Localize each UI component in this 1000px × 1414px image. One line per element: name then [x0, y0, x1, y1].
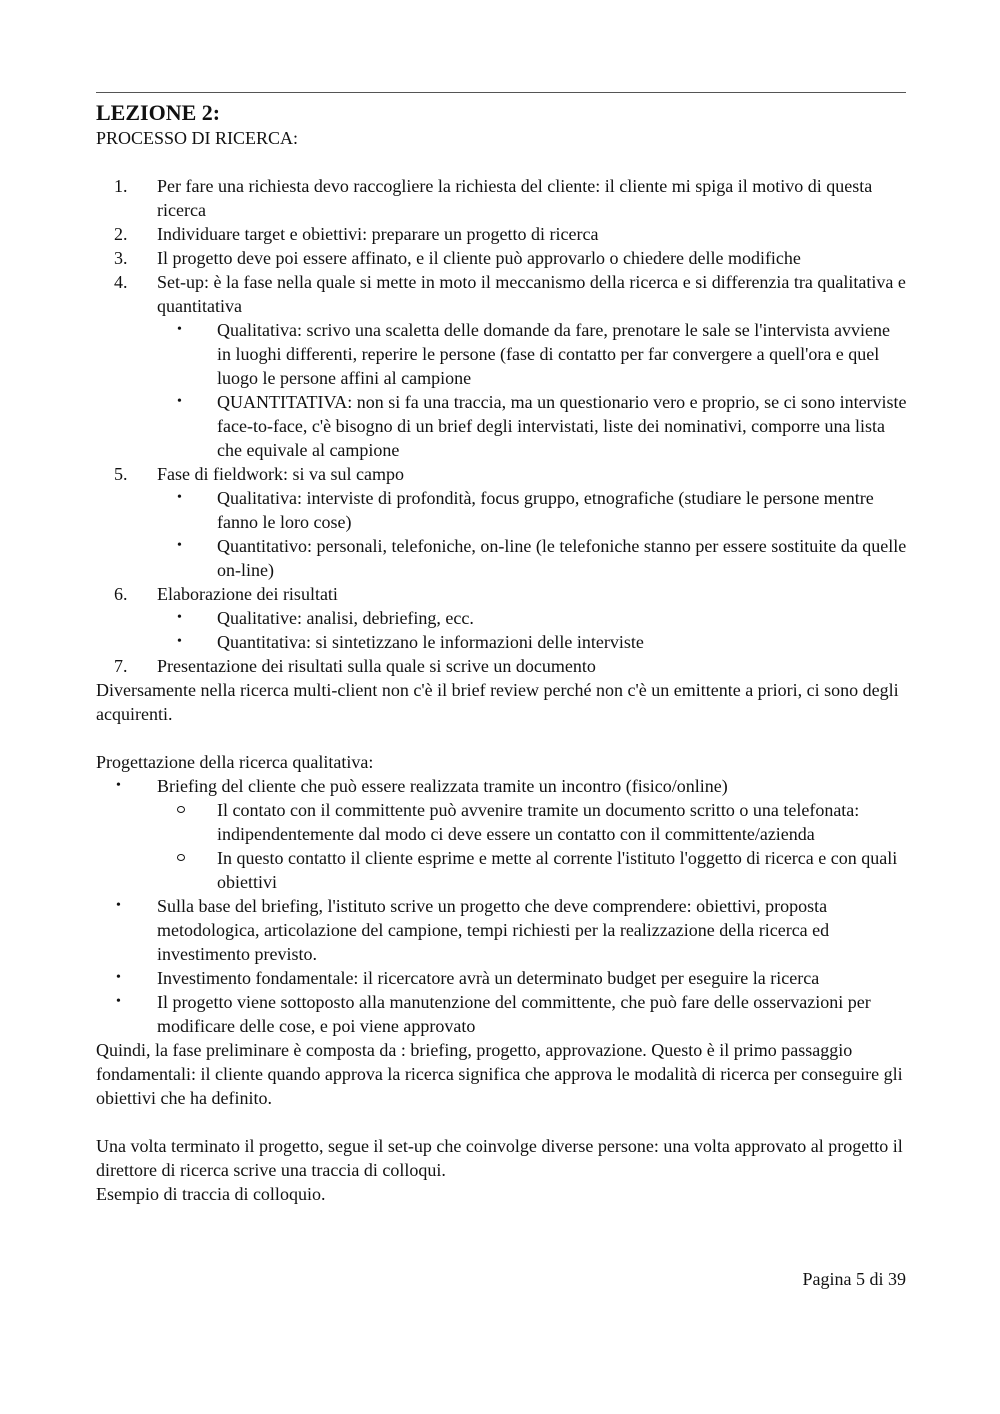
circle-bullet-icon	[177, 806, 185, 813]
setup-paragraph: Una volta terminato il progetto, segue il set-up che coinvolge diverse persone: una volta approvato al progetto il direttore di ricerca scrive una traccia di colloqui.	[96, 1136, 903, 1180]
step-number: 4.	[114, 272, 128, 292]
spacer	[96, 726, 908, 750]
step-number: 2.	[114, 224, 128, 244]
sub-item	[157, 798, 908, 846]
bullet-icon: •	[177, 490, 182, 505]
qualitative-heading: Progettazione della ricerca qualitativa:	[96, 752, 374, 772]
sub-item	[157, 630, 908, 654]
sub-item-text: Qualitative: analisi, debriefing, ecc.	[217, 608, 474, 628]
bullet-text: Il progetto viene sottoposto alla manutenzione del committente, che può fare delle osservazioni per modificare delle cose, e poi viene approvato	[157, 992, 871, 1036]
sub-item-text: Il contato con il committente può avvenire tramite un documento scritto o una telefonata: indipendentemente dal modo ci deve essere un contatto con il committente/azienda	[217, 800, 860, 844]
lesson-title: LEZIONE 2:	[96, 100, 221, 125]
qualitative-bullet	[96, 894, 908, 966]
qualitative-bullet	[96, 990, 908, 1038]
step-text: Fase di fieldwork: si va sul campo	[157, 464, 404, 484]
spacer	[96, 150, 908, 174]
step-text: Set-up: è la fase nella quale si mette in moto il meccanismo della ricerca e si differenzia tra qualitativa e quantitativa	[157, 272, 906, 316]
sub-item	[157, 606, 908, 630]
step-text: Il progetto deve poi essere affinato, e il cliente può approvarlo o chiedere delle modifiche	[157, 248, 801, 268]
bullet-sublist	[157, 798, 908, 894]
process-step	[96, 174, 908, 222]
sub-item	[157, 846, 908, 894]
step-text: Elaborazione dei risultati	[157, 584, 338, 604]
step-text: Presentazione dei risultati sulla quale si scrive un documento	[157, 656, 596, 676]
sub-item-text: Qualitativa: interviste di profondità, focus gruppo, etnografiche (studiare le persone mentre fanno le loro cose)	[217, 488, 874, 532]
process-steps-list	[96, 174, 908, 678]
step-number: 5.	[114, 464, 128, 484]
qualitative-bullet	[96, 966, 908, 990]
process-heading: PROCESSO DI RICERCA:	[96, 128, 299, 148]
sub-item-text: QUANTITATIVA: non si fa una traccia, ma un questionario vero e proprio, se ci sono interviste face-to-face, c'è bisogno di un brief degli intervistati, liste dei nominativi, comporre una lista che equivale al campione	[217, 392, 907, 460]
bullet-icon: •	[116, 778, 121, 793]
bullet-text: Sulla base del briefing, l'istituto scrive un progetto che deve comprendere: obiettivi, proposta metodologica, articolazione del campione, tempi richiesti per la realizzazione della ricerca ed investimento previsto.	[157, 896, 830, 964]
sub-item-text: Quantitativa: si sintetizzano le informazioni delle interviste	[217, 632, 644, 652]
page-number-footer: Pagina 5 di 39	[802, 1269, 906, 1289]
step-sublist	[157, 318, 908, 462]
sub-item	[157, 318, 908, 390]
sub-item	[157, 486, 908, 534]
bullet-icon: •	[116, 970, 121, 985]
sub-item-text: In questo contatto il cliente esprime e mette al corrente l'istituto l'oggetto di ricerca e con quali obiettivi	[217, 848, 898, 892]
sub-item	[157, 390, 908, 462]
bullet-icon: •	[177, 610, 182, 625]
bullet-text: Briefing del cliente che può essere realizzata tramite un incontro (fisico/online)	[157, 776, 728, 796]
process-step	[96, 654, 908, 678]
process-step	[96, 582, 908, 654]
bullet-icon: •	[177, 538, 182, 553]
process-step	[96, 270, 908, 462]
step-text: Per fare una richiesta devo raccogliere la richiesta del cliente: il cliente mi spiga il motivo di questa ricerca	[157, 176, 873, 220]
header-rule	[96, 92, 906, 93]
bullet-icon: •	[177, 322, 182, 337]
spacer	[96, 1110, 908, 1134]
bullet-text: Investimento fondamentale: il ricercatore avrà un determinato budget per eseguire la ricerca	[157, 968, 820, 988]
bullet-icon: •	[116, 994, 121, 1009]
process-step	[96, 222, 908, 246]
sub-item	[157, 534, 908, 582]
process-step	[96, 246, 908, 270]
qualitative-bullet	[96, 774, 908, 894]
page-content	[96, 100, 908, 1206]
step-number: 6.	[114, 584, 128, 604]
step-number: 3.	[114, 248, 128, 268]
multi-client-paragraph: Diversamente nella ricerca multi-client non c'è il brief review perché non c'è un emittente a priori, ci sono degli acquirenti.	[96, 680, 899, 724]
step-text: Individuare target e obiettivi: preparare un progetto di ricerca	[157, 224, 599, 244]
bullet-icon: •	[177, 394, 182, 409]
bullet-icon: •	[177, 634, 182, 649]
step-sublist	[157, 486, 908, 582]
example-line: Esempio di traccia di colloquio.	[96, 1184, 326, 1204]
circle-bullet-icon	[177, 854, 185, 861]
step-sublist	[157, 606, 908, 654]
preliminary-paragraph: Quindi, la fase preliminare è composta da : briefing, progetto, approvazione. Questo è il primo passaggio fondamentali: il cliente quando approva la ricerca significa che approva le modalità di ricerca per conseguire gli obiettivi che ha definito.	[96, 1040, 903, 1108]
step-number: 1.	[114, 176, 128, 196]
step-number: 7.	[114, 656, 128, 676]
bullet-icon: •	[116, 898, 121, 913]
qualitative-bullets-list	[96, 774, 908, 1038]
sub-item-text: Quantitativo: personali, telefoniche, on-line (le telefoniche stanno per essere sostituite da quelle on-line)	[217, 536, 907, 580]
process-step	[96, 462, 908, 582]
sub-item-text: Qualitativa: scrivo una scaletta delle domande da fare, prenotare le sale se l'intervista avviene in luoghi differenti, reperire le persone (fase di contatto per far convergere a quell'ora e quel luogo le persone affini al campione	[217, 320, 890, 388]
